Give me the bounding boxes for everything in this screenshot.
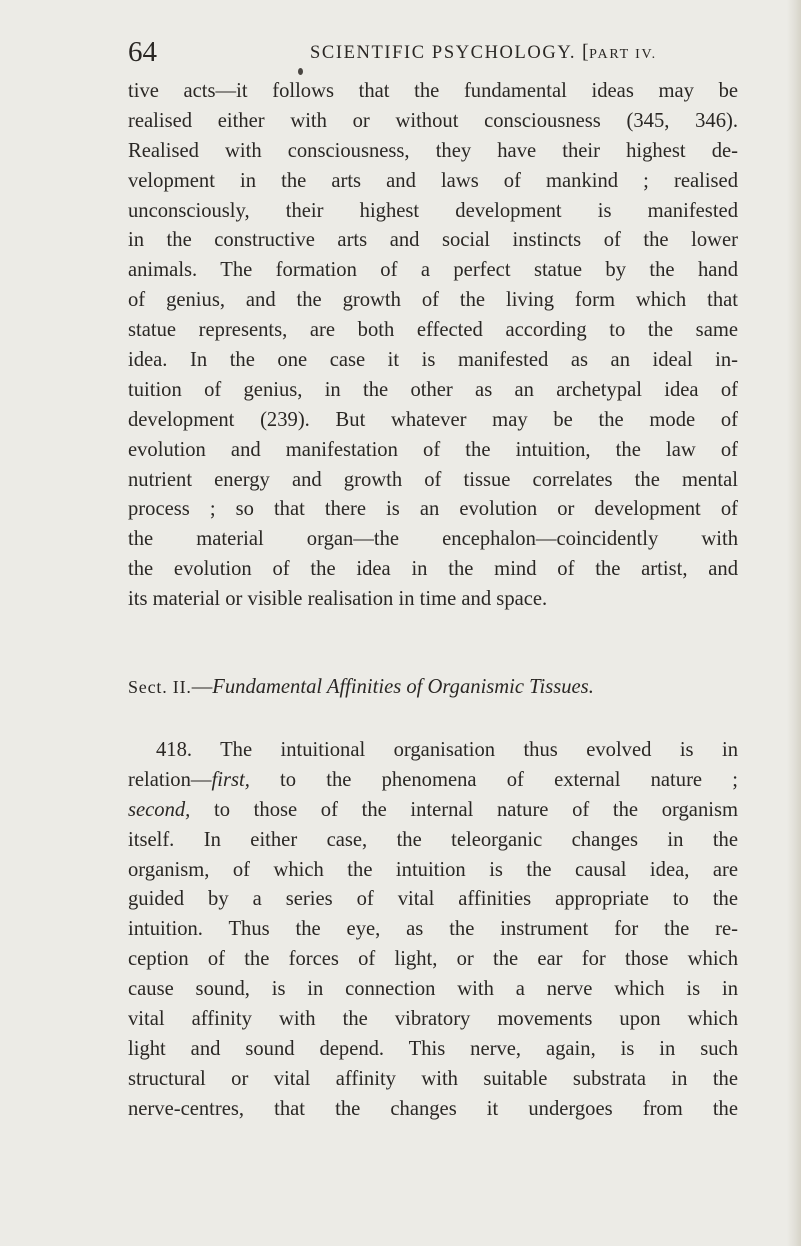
text-line: [128, 796, 738, 826]
text-line: process ; so that there is an evolution or development of: [128, 498, 738, 521]
section-title: Fundamental Affinities of Organismic Tissues.: [212, 676, 594, 698]
text-line: the evolution of the idea in the mind of the artist, and: [128, 558, 738, 581]
text-line: of genius, and the growth of the living form which that: [128, 289, 738, 312]
text-line: guided by a series of vital affinities appropriate to the: [128, 888, 738, 911]
paragraph-418: [128, 736, 738, 1125]
section-dash: —: [191, 676, 213, 698]
part-label-text: PART IV.: [589, 47, 657, 62]
text-line: realised either with or without consciousness (345, 346).: [128, 109, 738, 132]
text-line: Realised with consciousness, they have their highest de-: [128, 139, 738, 162]
part-label: [582, 38, 657, 69]
text-line: nerve-centres, that the changes it undergoes from the: [128, 1097, 738, 1120]
emphasis-first: first,: [211, 768, 250, 791]
text-line: 418. The intuitional organisation thus evolved is in: [156, 739, 738, 761]
section-heading: [128, 672, 738, 702]
text-line: ception of the forces of light, or the ear for those which: [128, 948, 738, 971]
text-line: tive acts—it follows that the fundamental ideas may be: [128, 80, 738, 102]
text-line: organism, of which the intuition is the causal idea, are: [128, 858, 738, 881]
text-line: velopment in the arts and laws of mankind ; realised: [128, 169, 738, 192]
text-run: relation—: [128, 768, 212, 791]
text-line: statue represents, are both effected according to the same: [128, 319, 738, 342]
page-edge-shadow: [787, 0, 801, 1246]
text-line: in the constructive arts and social instincts of the lower: [128, 229, 738, 252]
text-line: intuition. Thus the eye, as the instrument for the re-: [128, 918, 738, 941]
text-line: its material or visible realisation in time and space.: [128, 588, 548, 611]
text-line: [128, 766, 738, 796]
bullet-mark: [298, 68, 303, 75]
emphasis-second: second,: [128, 798, 191, 821]
text-line: itself. In either case, the teleorganic changes in the: [128, 828, 738, 851]
text-line: light and sound depend. This nerve, again, is in such: [128, 1037, 738, 1060]
text-line: cause sound, is in connection with a nerve which is in: [128, 978, 738, 1001]
text-run: to the phenomena of external nature ;: [249, 768, 738, 791]
text-line: vital affinity with the vibratory movements upon which: [128, 1008, 738, 1031]
page-number: 64: [128, 36, 157, 68]
text-line: evolution and manifestation of the intuition, the law of: [128, 438, 738, 461]
running-header: [128, 32, 738, 72]
text-line: structural or vital affinity with suitable substrata in the: [128, 1067, 738, 1090]
running-title: SCIENTIFIC PSYCHOLOGY.: [310, 43, 577, 63]
text-line: development (239). But whatever may be the mode of: [128, 408, 738, 431]
text-line: tuition of genius, in the other as an archetypal idea of: [128, 378, 738, 401]
part-label-bracket: [: [582, 41, 590, 63]
paragraph-continued: [128, 77, 738, 615]
text-line: animals. The formation of a perfect statue by the hand: [128, 259, 738, 282]
section-label: Sect. II.: [128, 677, 192, 697]
text-line: nutrient energy and growth of tissue correlates the mental: [128, 468, 738, 491]
text-line: the material organ—the encephalon—coincidently with: [128, 528, 738, 551]
text-run: to those of the internal nature of the organism: [190, 798, 738, 821]
text-line: unconsciously, their highest development is manifested: [128, 199, 738, 222]
text-line: idea. In the one case it is manifested as an ideal in-: [128, 349, 738, 372]
